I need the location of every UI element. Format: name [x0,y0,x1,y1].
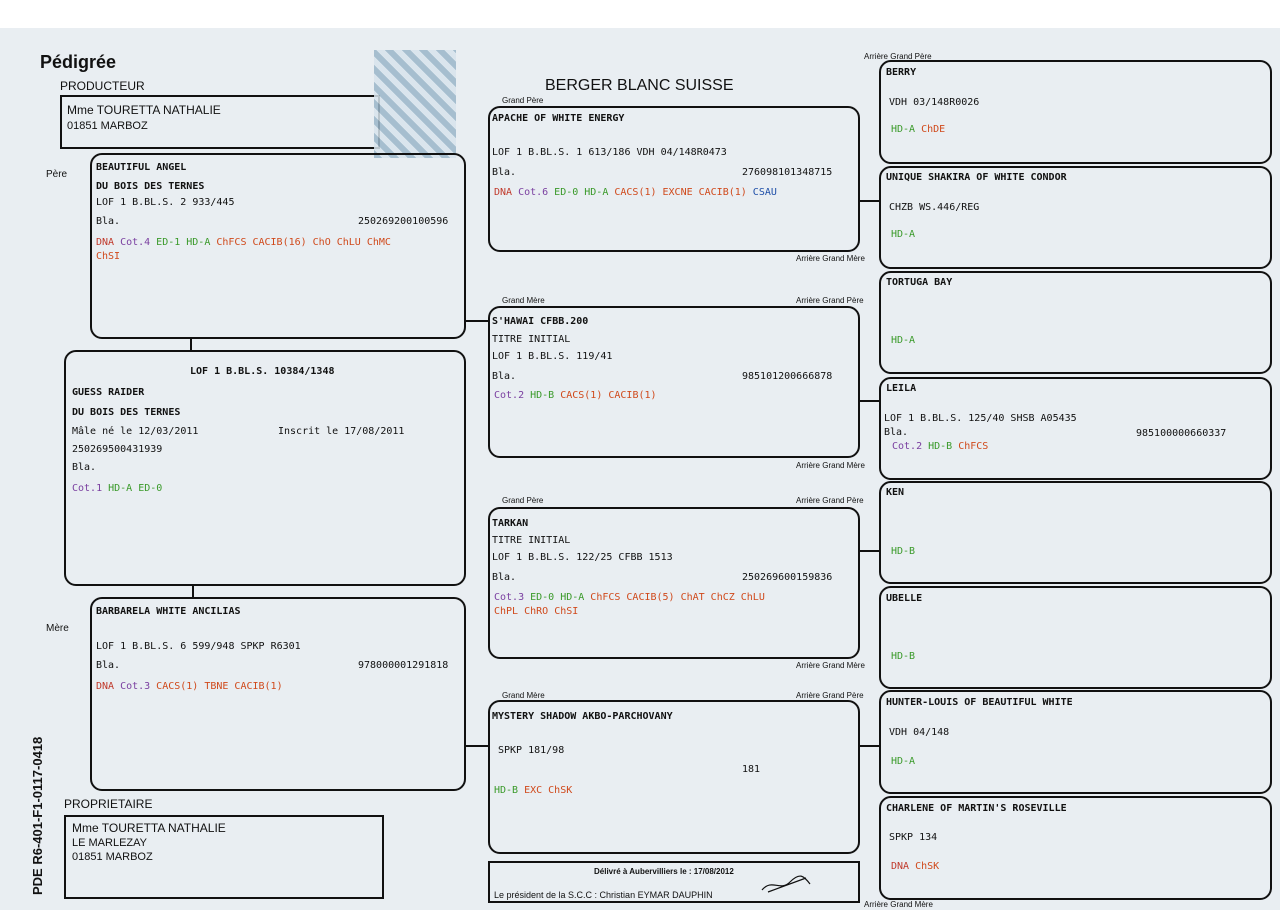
title-tag: ChAT [680,592,705,603]
title-tag: DNA [494,187,513,198]
proprietaire-address: LE MARLEZAY [72,837,147,849]
pere-label: Père [46,169,68,180]
gp1-color: Bla. [492,167,517,178]
delivery-text: Délivré à Aubervilliers le : 17/08/2012 [594,867,734,876]
ggp-card-4 [879,377,1272,480]
ggp-name: LEILA [886,383,917,394]
father-affix: DU BOIS DES TERNES [96,181,205,192]
connector-line [860,745,879,747]
father-titles-2 [96,251,126,262]
page-title: Pédigrée [40,52,117,72]
connector-line [190,339,192,350]
ggp-titles [891,124,951,135]
ggp-name: KEN [886,487,905,498]
proprietaire-label: PROPRIETAIRE [64,797,153,811]
title-tag: ChDE [921,124,946,135]
dog-affix: DU BOIS DES TERNES [72,407,181,418]
title-tag: ED-0 [138,483,163,494]
agp-label-1: Arrière Grand Père [864,52,932,61]
ggp-card-1 [879,60,1272,164]
title-tag: ChFCS [216,237,247,248]
scc-logo [374,50,456,158]
title-tag: HD-B [530,390,555,401]
ggp-card-7 [879,690,1272,794]
gp2-color: Bla. [492,572,517,583]
gm2-name: MYSTERY SHADOW AKBO-PARCHOVANY [492,711,673,722]
ggp-reg: CHZB WS.446/REG [889,202,980,213]
title-tag: HD-A [891,229,916,240]
title-tag: ChMC [366,237,391,248]
gp1-chip: 276098101348715 [742,167,833,178]
title-tag: ChLU [740,592,765,603]
ggp-titles [891,756,921,767]
father-chip: 250269200100596 [358,216,449,227]
father-card [90,153,466,339]
ggp-titles [891,861,945,872]
mother-card [90,597,466,791]
producteur-label: PRODUCTEUR [60,79,145,93]
father-name: BEAUTIFUL ANGEL [96,162,187,173]
title-tag: Cot.3 [494,592,525,603]
connector-line [860,400,879,402]
title-tag: CACIB(5) [626,592,675,603]
gp2-titles-2 [494,606,584,617]
title-tag: HD-B [928,441,953,452]
grandmother-maternal-card [488,700,860,854]
ggp-titles [891,229,921,240]
agm-label-1: Arrière Grand Mère [796,254,865,263]
gm1-chip: 985101200666878 [742,371,833,382]
connector-line [860,200,879,202]
mother-chip: 978000001291818 [358,660,449,671]
ggp-name: UBELLE [886,593,923,604]
gm1-name: S'HAWAI CFBB.200 [492,316,589,327]
gp1-label: Grand Père [502,96,544,105]
ggp-name: BERRY [886,67,917,78]
title-tag: CSAU [752,187,777,198]
ggp-titles [891,651,921,662]
title-tag: HD-B [891,546,916,557]
document-code: PDE R6-401-F1-0117-0418 [30,736,45,895]
ggp-reg: LOF 1 B.BL.S. 125/40 SHSB A05435 [884,413,1077,424]
gm1-reg: LOF 1 B.BL.S. 119/41 [492,351,613,362]
connector-line [466,320,488,322]
title-tag: HD-A [108,483,133,494]
ggp-name: HUNTER-LOUIS OF BEAUTIFUL WHITE [886,697,1073,708]
title-tag: DNA [891,861,910,872]
title-tag: ChSI [554,606,579,617]
agp-label-4: Arrière Grand Père [796,691,864,700]
gm2-reg: SPKP 181/98 [498,745,565,756]
gp2-reg: LOF 1 B.BL.S. 122/25 CFBB 1513 [492,552,673,563]
gp1-titles [494,187,783,198]
title-tag: CACIB(16) [252,237,307,248]
title-tag: ChSI [96,251,121,262]
mother-reg: LOF 1 B.BL.S. 6 599/948 SPKP R6301 [96,641,301,652]
signature-icon [760,872,812,896]
dog-chip: 250269500431939 [72,444,163,455]
breed-title: BERGER BLANC SUISSE [545,77,734,94]
mere-label: Mère [46,623,69,634]
title-tag: CACIB(1) [608,390,657,401]
ggp-name: TORTUGA BAY [886,277,953,288]
title-tag: EXCNE [662,187,693,198]
connector-line [860,550,879,552]
ggp-titles [891,546,921,557]
ggp-color: Bla. [884,427,909,438]
title-tag: HD-A [891,756,916,767]
grandfather-maternal-card [488,507,860,659]
gm2-chip: 181 [742,764,761,775]
title-tag: ChSK [915,861,940,872]
title-tag: CACS(1) [614,187,657,198]
father-reg: LOF 1 B.BL.S. 2 933/445 [96,197,235,208]
ggp-name: UNIQUE SHAKIRA OF WHITE CONDOR [886,172,1067,183]
ggp-reg: SPKP 134 [889,832,938,843]
title-tag: HD-A [560,592,585,603]
producteur-box [60,95,380,149]
dog-birth: Mâle né le 12/03/2011 [72,426,199,437]
title-tag: ChCZ [710,592,735,603]
ggp-name: CHARLENE OF MARTIN'S ROSEVILLE [886,803,1067,814]
gp2-title-initial: TITRE INITIAL [492,535,571,546]
agm-label-3: Arrière Grand Mère [796,661,865,670]
ggp-card-6 [879,586,1272,689]
title-tag: Cot.3 [120,681,151,692]
title-tag: ChFCS [958,441,989,452]
gm1-title-initial: TITRE INITIAL [492,334,571,345]
producteur-city: 01851 MARBOZ [67,120,148,132]
gp2-name: TARKAN [492,518,529,529]
title-tag: ChO [312,237,331,248]
ggp-card-5 [879,481,1272,584]
title-tag: CACIB(1) [698,187,747,198]
gp2-titles [494,592,771,603]
gm1-color: Bla. [492,371,517,382]
dog-color: Bla. [72,462,97,473]
ggp-reg: VDH 03/148R0026 [889,97,980,108]
title-tag: CACIB(1) [234,681,283,692]
title-tag: ChPL [494,606,519,617]
gp1-reg: LOF 1 B.BL.S. 1 613/186 VDH 04/148R0473 [492,147,727,158]
grandfather-paternal-card [488,106,860,252]
title-tag: HD-B [494,785,519,796]
title-tag: ChSK [548,785,573,796]
title-tag: Cot.2 [892,441,923,452]
proprietaire-city: 01851 MARBOZ [72,851,153,863]
gm1-titles [494,390,663,401]
title-tag: HD-A [891,335,916,346]
gm2-titles [494,785,578,796]
mother-name: BARBARELA WHITE ANCILIAS [96,606,241,617]
gm2-label: Grand Mère [502,691,545,700]
dog-inscrit: Inscrit le 17/08/2011 [278,426,405,437]
ggp-titles [892,441,994,452]
title-tag: HD-A [891,124,916,135]
title-tag: CACS(1) [560,390,603,401]
ggp-card-3 [879,271,1272,374]
ggp-card-8 [879,796,1272,900]
title-tag: Cot.6 [518,187,549,198]
title-tag: CACS(1) [156,681,199,692]
proprietaire-name: Mme TOURETTA NATHALIE [72,821,226,835]
title-tag: HD-A [584,187,609,198]
father-color: Bla. [96,216,121,227]
title-tag: ChRO [524,606,549,617]
dog-name: GUESS RAIDER [72,387,145,398]
title-tag: ED-0 [554,187,579,198]
ggp-chip: 985100000660337 [1136,428,1227,439]
proprietaire-box [64,815,384,899]
connector-line [192,586,194,597]
agp-label-3: Arrière Grand Père [796,496,864,505]
subject-dog-card [64,350,466,586]
title-tag: Cot.2 [494,390,525,401]
agp-label-2: Arrière Grand Père [796,296,864,305]
producteur-name: Mme TOURETTA NATHALIE [67,103,221,117]
president-text: Le président de la S.C.C : Christian EYMAR DAUPHIN [494,890,713,900]
title-tag: ChLU [336,237,361,248]
ggp-card-2 [879,166,1272,269]
dog-reg: LOF 1 B.BL.S. 10384/1348 [190,366,335,377]
gm1-label: Grand Mère [502,296,545,305]
ggp-reg: VDH 04/148 [889,727,950,738]
agm-label-4: Arrière Grand Mère [864,900,933,909]
title-tag: ChFCS [590,592,621,603]
title-tag: ED-1 [156,237,181,248]
title-tag: DNA [96,237,115,248]
title-tag: Cot.1 [72,483,103,494]
connector-line [466,745,488,747]
ggp-titles [891,335,921,346]
grandmother-paternal-card [488,306,860,458]
title-tag: HD-A [186,237,211,248]
title-tag: TBNE [204,681,229,692]
title-tag: DNA [96,681,115,692]
gp2-chip: 250269600159836 [742,572,833,583]
father-titles [96,237,397,248]
gp2-label: Grand Père [502,496,544,505]
title-tag: HD-B [891,651,916,662]
title-tag: ED-0 [530,592,555,603]
dog-titles [72,483,168,494]
title-tag: EXC [524,785,543,796]
title-tag: Cot.4 [120,237,151,248]
gp1-name: APACHE OF WHITE ENERGY [492,113,625,124]
mother-titles [96,681,289,692]
agm-label-2: Arrière Grand Mère [796,461,865,470]
mother-color: Bla. [96,660,121,671]
